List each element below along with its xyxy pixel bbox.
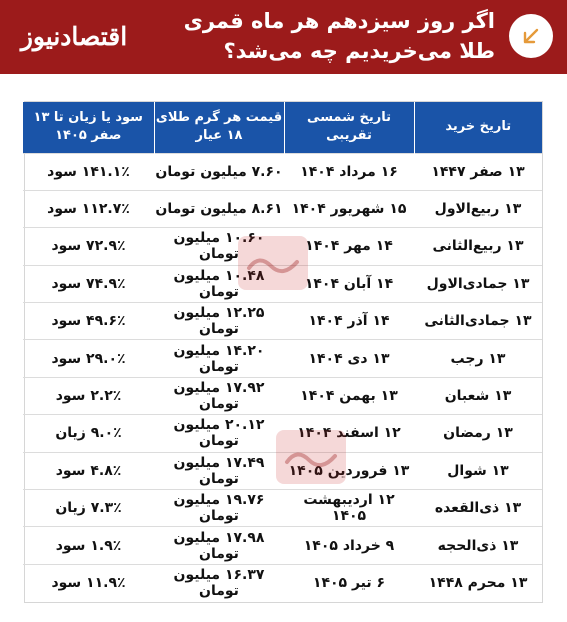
cell-profit-loss: ۴۹.۶٪ سود [23, 303, 154, 340]
cell-profit-loss: ۲۹.۰٪ سود [23, 340, 154, 377]
cell-gold-price: ۱۹.۷۶ میلیون تومان [154, 490, 284, 527]
table-row [23, 415, 542, 452]
cell-purchase-date: ۱۳ صفر ۱۴۴۷ [414, 153, 542, 190]
cell-purchase-date: ۱۳ ذی‌القعده [414, 490, 542, 527]
cell-purchase-date: ۱۳ جمادی‌الثانی [414, 303, 542, 340]
cell-purchase-date: ۱۳ ربیع‌الاول [414, 190, 542, 227]
cell-profit-loss: ۲.۲٪ سود [23, 377, 154, 414]
cell-purchase-date: ۱۳ ربیع‌الثانی [414, 228, 542, 265]
cell-solar-date: ۶ تیر ۱۴۰۵ [284, 564, 414, 601]
cell-profit-loss: ۹.۰٪ زیان [23, 415, 154, 452]
header-banner [0, 0, 567, 74]
table-row [23, 490, 542, 527]
table-row [23, 303, 542, 340]
cell-purchase-date: ۱۳ رمضان [414, 415, 542, 452]
cell-profit-loss: ۱.۹٪ سود [23, 527, 154, 564]
cell-profit-loss: ۱۴۱.۱٪ سود [23, 153, 154, 190]
cell-solar-date: ۱۴ مهر ۱۴۰۴ [284, 228, 414, 265]
cell-profit-loss: ۱۱.۹٪ سود [23, 564, 154, 601]
cell-gold-price: ۱۶.۳۷ میلیون تومان [154, 564, 284, 601]
cell-solar-date: ۱۳ دی ۱۴۰۴ [284, 340, 414, 377]
gold-purchase-table [24, 101, 543, 603]
cell-gold-price: ۱۷.۹۸ میلیون تومان [154, 527, 284, 564]
cell-solar-date: ۱۶ مرداد ۱۴۰۴ [284, 153, 414, 190]
page-title: اگر روز سیزدهم هر ماه قمری طلا می‌خریدیم چه می‌شد؟ [183, 9, 495, 63]
column-header-solar-date: تاریخ شمسی تقریبی [284, 102, 414, 153]
column-header-profit-loss: سود یا زیان تا ۱۳ صفر ۱۴۰۵ [23, 102, 154, 153]
cell-purchase-date: ۱۳ جمادی‌الاول [414, 265, 542, 302]
cell-gold-price: ۲۰.۱۲ میلیون تومان [154, 415, 284, 452]
table-row [23, 452, 542, 489]
cell-purchase-date: ۱۳ شعبان [414, 377, 542, 414]
table-row [23, 340, 542, 377]
cell-purchase-date: ۱۳ رجب [414, 340, 542, 377]
cell-solar-date: ۱۲ اسفند ۱۴۰۴ [284, 415, 414, 452]
cell-solar-date: ۱۴ آذر ۱۴۰۴ [284, 303, 414, 340]
cell-profit-loss: ۴.۸٪ سود [23, 452, 154, 489]
cell-solar-date: ۱۲ اردیبهشت ۱۴۰۵ [284, 490, 414, 527]
cell-solar-date: ۱۵ شهریور ۱۴۰۴ [284, 190, 414, 227]
cell-gold-price: ۱۷.۹۲ میلیون تومان [154, 377, 284, 414]
table-row [23, 527, 542, 564]
table-row [23, 153, 542, 190]
cell-gold-price: ۱۰.۴۸ میلیون تومان [154, 265, 284, 302]
table-row [23, 265, 542, 302]
cell-profit-loss: ۷۲.۹٪ سود [23, 228, 154, 265]
column-header-purchase-date: تاریخ خرید [414, 102, 542, 153]
cell-gold-price: ۱۴.۲۰ میلیون تومان [154, 340, 284, 377]
cell-gold-price: ۱۲.۲۵ میلیون تومان [154, 303, 284, 340]
cell-gold-price: ۷.۶۰ میلیون تومان [154, 153, 284, 190]
table-header-row [23, 102, 542, 153]
cell-profit-loss: ۱۱۲.۷٪ سود [23, 190, 154, 227]
cell-solar-date: ۱۳ بهمن ۱۴۰۴ [284, 377, 414, 414]
table-row [23, 564, 542, 601]
table-row [23, 190, 542, 227]
cell-gold-price: ۱۰.۶۰ میلیون تومان [154, 228, 284, 265]
cell-purchase-date: ۱۳ شوال [414, 452, 542, 489]
cell-solar-date: ۹ خرداد ۱۴۰۵ [284, 527, 414, 564]
cell-profit-loss: ۷۴.۹٪ سود [23, 265, 154, 302]
logo: اقتصادنیوز [20, 21, 128, 51]
cell-solar-date: ۱۴ آبان ۱۴۰۴ [284, 265, 414, 302]
cell-purchase-date: ۱۳ محرم ۱۴۴۸ [414, 564, 542, 601]
arrow-down-left-icon [509, 14, 553, 58]
cell-gold-price: ۱۷.۴۹ میلیون تومان [154, 452, 284, 489]
cell-gold-price: ۸.۶۱ میلیون تومان [154, 190, 284, 227]
cell-solar-date: ۱۳ فروردین ۱۴۰۵ [284, 452, 414, 489]
table-row [23, 228, 542, 265]
table-row [23, 377, 542, 414]
cell-profit-loss: ۷.۳٪ زیان [23, 490, 154, 527]
column-header-gold-price: قیمت هر گرم طلای ۱۸ عیار [154, 102, 284, 153]
cell-purchase-date: ۱۳ ذی‌الحجه [414, 527, 542, 564]
